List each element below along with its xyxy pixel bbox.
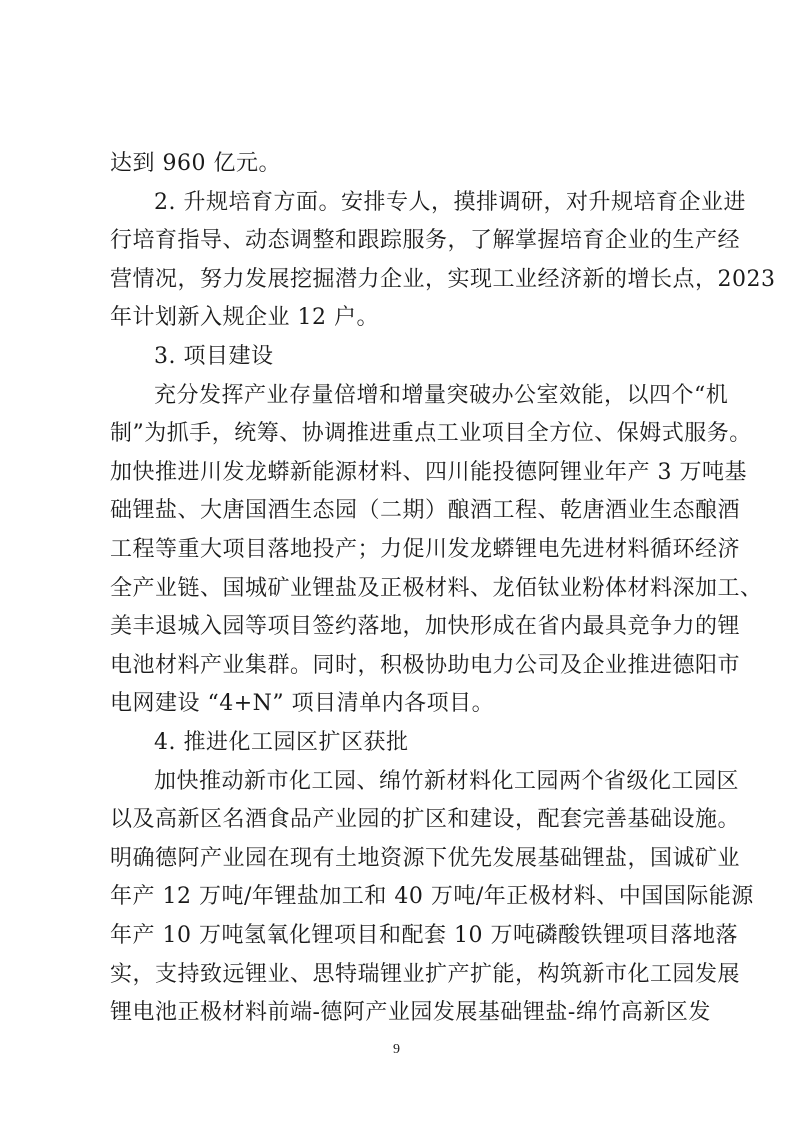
text-line: 年产 12 万吨/年锂盐加工和 40 万吨/年正极材料、中国国际能源 <box>110 884 754 909</box>
text-line: 美丰退城入园等项目签约落地，加快形成在省内最具竞争力的锂 <box>110 614 741 639</box>
text-line: 以及高新区名酒食品产业园的扩区和建设，配套完善基础设施。 <box>110 807 741 832</box>
text-line: 实，支持致远锂业、思特瑞锂业扩产扩能，构筑新市化工园发展 <box>110 962 741 987</box>
text-line: 础锂盐、大唐国酒生态园（二期）酿酒工程、乾唐酒业生态酿酒 <box>110 498 741 523</box>
text-line: 营情况，努力发展挖掘潜力企业，实现工业经济新的增长点，2023 <box>110 267 776 292</box>
text-line: 制”为抓手，统筹、协调推进重点工业项目全方位、保姆式服务。 <box>110 421 752 446</box>
text-line: 达到 960 亿元。 <box>110 151 281 176</box>
text-line: 年产 10 万吨氢氧化锂项目和配套 10 万吨磷酸铁锂项目落地落 <box>110 923 738 948</box>
text-line: 加快推进川发龙蟒新能源材料、四川能投德阿锂业年产 3 万吨基 <box>110 460 747 485</box>
text-line: 2. 升规培育方面。安排专人，摸排调研，对升规培育企业进 <box>154 190 746 215</box>
section-heading: 4. 推进化工园区扩区获批 <box>154 730 409 755</box>
text-line: 加快推动新市化工园、绵竹新材料化工园两个省级化工园区 <box>154 769 740 794</box>
text-line: 锂电池正极材料前端-德阿产业园发展基础锂盐-绵竹高新区发 <box>110 1000 711 1025</box>
text-line: 年计划新入规企业 12 户。 <box>110 305 379 330</box>
text-line: 行培育指导、动态调整和跟踪服务，了解掌握培育企业的生产经 <box>110 228 741 253</box>
text-line: 电池材料产业集群。同时，积极协助电力公司及企业推进德阳市 <box>110 653 741 678</box>
text-line: 明确德阿产业园在现有土地资源下优先发展基础锂盐，国诚矿业 <box>110 846 741 871</box>
text-line: 工程等重大项目落地投产；力促川发龙蟒锂电先进材料循环经济 <box>110 537 741 562</box>
text-line: 全产业链、国城矿业锂盐及正极材料、龙佰钛业粉体材料深加工、 <box>110 576 763 601</box>
text-line: 充分发挥产业存量倍增和增量突破办公室效能，以四个“机 <box>154 383 729 408</box>
text-line: 电网建设 “4+N” 项目清单内各项目。 <box>110 691 495 716</box>
section-heading: 3. 项目建设 <box>154 344 274 369</box>
page-number: 9 <box>393 1042 400 1057</box>
